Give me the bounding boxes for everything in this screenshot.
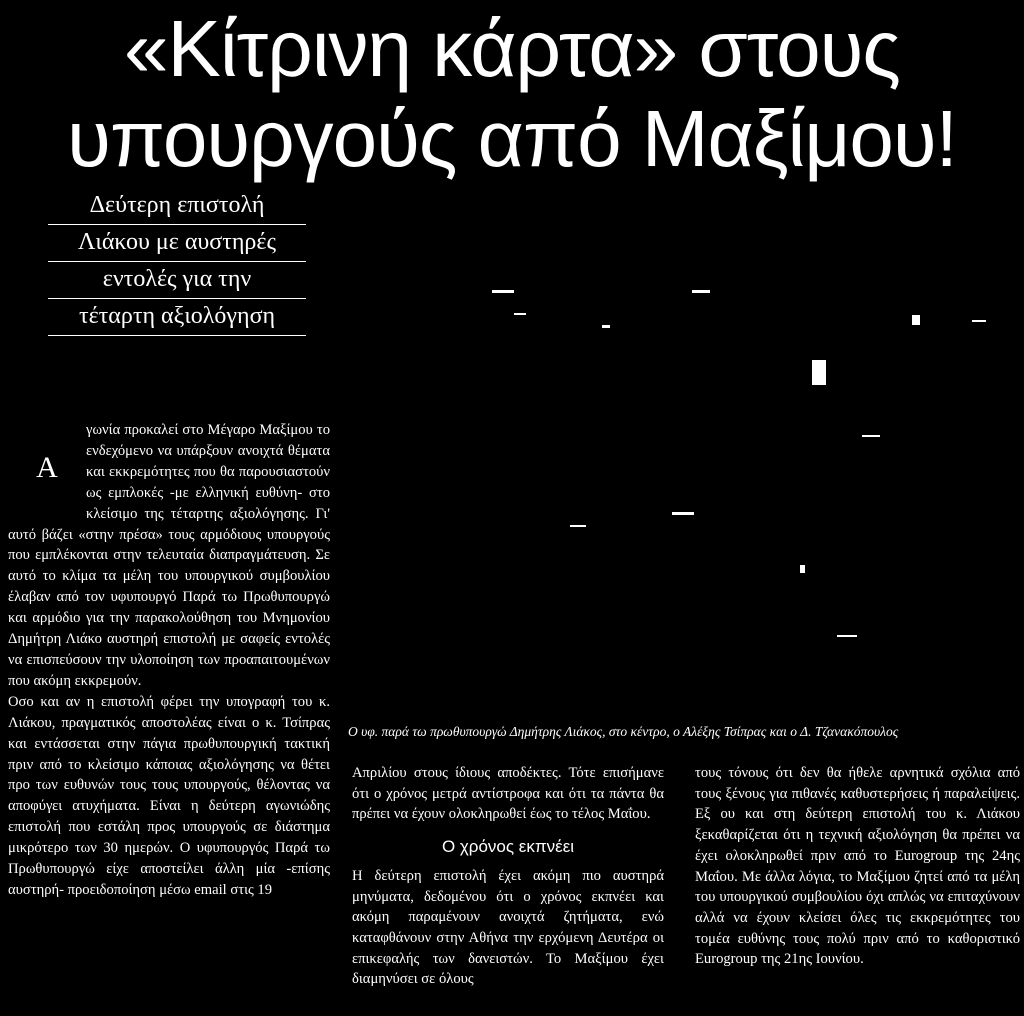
photo-highlight: [972, 320, 986, 322]
article-paragraph: τους τόνους ότι δεν θα ήθελε αρνητικά σχόλια από τους ξένους για πιθανές καθυστερήσεις ή παραλείψεις. Εξ ου και στη δεύτερη επιστολή του κ. Λιάκου ξεκαθαρίζεται ότι η τεχνική αξιολόγηση θα πρέπει να έχει ολοκληρωθεί πριν από το Eurogroup της 24ης Μαΐου. Με άλλα λόγια, το Μαξίμου ζητεί από τα μέλη του υπουργικού συμβουλίου όχι απλώς να επιταχύνουν αλλά να έχουν κλείσει όλες τις εκκρεμότητες του τομέα ευθύνης τους πολύ πριν από το καθοριστικό Eurogroup της 21ης Ιουνίου.: [695, 765, 1020, 968]
subheadline: [48, 188, 306, 336]
photo-highlight: [837, 635, 857, 637]
article-paragraph: Οσο και αν η επιστολή φέρει την υπογραφή του κ. Λιάκου, πραγματικός αποστολέας είναι ο κ. Τσίπρας και εντάσσεται στην πάγια πρωθυπουργική τακτική πριν από το κλείσιμο κάποιας αξιολόγησης να θέτει προ των ευθυνών τους τους υπουργούς, θέλοντας να αποφύγει ατυχήματα. Είναι η δεύτερη αγωνιώδης επιστολή που εστάλη προς υπουργούς σε διάστημα μικρότερο των 30 ημερών. Ο υφυπουργός Παρά τω Πρωθυπουργώ είχε αποστείλει άλλη μία -επίσης αυστηρή- προειδοποίηση μέσω email στις 19: [8, 693, 330, 898]
headline-line-2: υπουργούς από Μαξίμου!: [67, 94, 957, 183]
article-column-3: [695, 763, 1020, 970]
photo-highlight: [912, 315, 920, 325]
article-paragraph: Η δεύτερη επιστολή έχει ακόμη πιο αυστηρά μηνύματα, δεδομένου ότι ο χρόνος εκπνέει και ακόμη παραμένουν ανοιχτά ζητήματα, ενώ καταφθάνουν στην Αθήνα την ερχόμενη Δευτέρα οι επικεφαλής των δανειστών. Το Μαξίμου έχει διαμηνύσει σε όλους: [352, 867, 664, 988]
photo-highlight: [812, 360, 826, 385]
article-column-1: [8, 420, 330, 901]
photo-highlight: [692, 290, 710, 293]
headline-line-1: «Κίτρινη κάρτα» στους: [124, 4, 900, 93]
article-paragraph: γωνία προκαλεί στο Μέγαρο Μαξίμου το ενδεχόμενο να υπάρξουν ανοιχτά θέματα και εκκρεμότητες που θα παρουσιαστούν ως εμπλοκές -με ελληνική ευθύνη- στο κλείσιμο της τέταρτης αξιολόγησης. Γι' αυτό βάζει «στην πρέσα» τους αρμόδιους υπουργούς που εμπλέκονται στην τελευταία διαπραγμάτευση. Σε αυτό το κλίμα τα μέλη του υπουργικού συμβουλίου έλαβαν από τον υφυπουργό Παρά τω Πρωθυπουργώ και αρμόδιο για την παρακολούθηση του Μνημονίου Δημήτρη Λιάκο αυστηρή επιστολή με σαφείς εντολές να επισπεύσουν την υλοποίηση των προαπαιτουμένων που ακόμη εκκρεμούν.: [8, 422, 330, 689]
photo-highlight: [800, 565, 805, 573]
article-paragraph: Απριλίου στους ίδιους αποδέκτες. Τότε επισήμανε ότι ο χρόνος μετρά αντίστροφα και ότι τα πάντα θα πρέπει να έχουν ολοκληρωθεί έως το τέλος Μαΐου.: [352, 765, 664, 823]
photo-highlight: [570, 525, 586, 527]
subhead-line: Δεύτερη επιστολή: [48, 188, 306, 225]
photo-highlight: [602, 325, 610, 328]
section-subtitle: Ο χρόνος εκπνέει: [441, 837, 575, 857]
subhead-line: τέταρτη αξιολόγηση: [48, 299, 306, 336]
photo-highlight: [492, 290, 514, 293]
photo-caption: Ο υφ. παρά τω πρωθυπουργώ Δημήτρης Λιάκος, στο κέντρο, ο Αλέξης Τσίπρας και ο Δ. Τζανακόπουλος: [348, 724, 899, 739]
photo-highlight: [514, 313, 526, 315]
subhead-line: Λιάκου με αυστηρές: [48, 225, 306, 262]
article-photo: [342, 185, 1024, 705]
photo-highlight: [672, 512, 694, 515]
article-column-2: [352, 763, 664, 990]
drop-cap: Α: [36, 451, 58, 484]
subhead-line: εντολές για την: [48, 262, 306, 299]
photo-highlight: [862, 435, 880, 437]
